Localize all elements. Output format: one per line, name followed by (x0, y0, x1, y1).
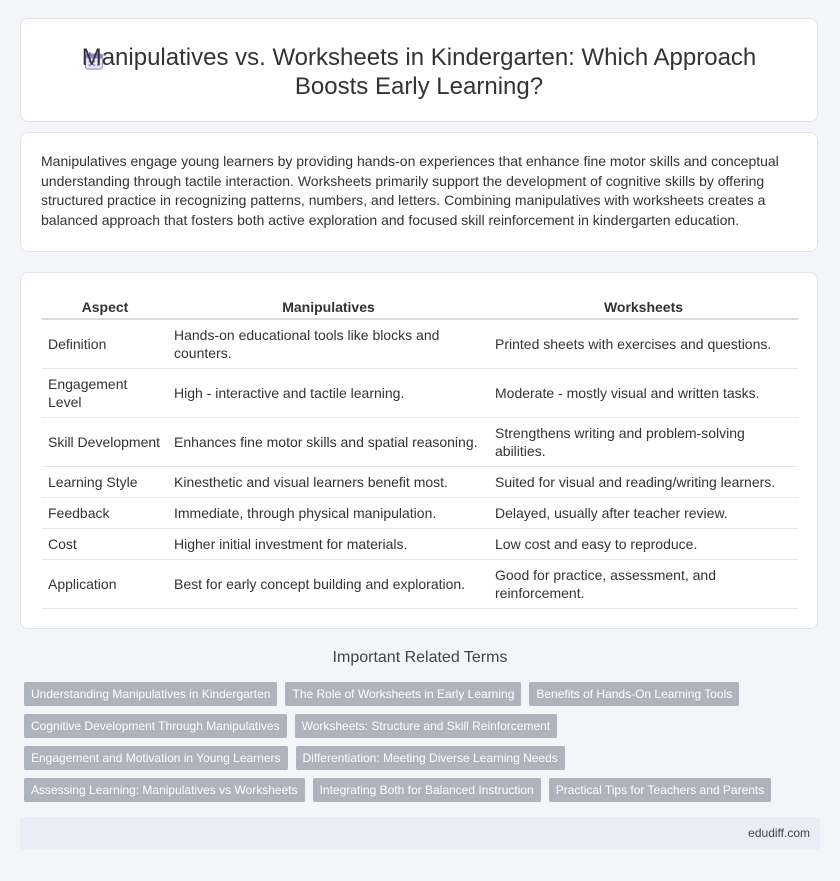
summary-paragraph: Manipulatives engage young learners by providing hands-on experiences that enhance fine motor skills and conceptual understanding through tactile interaction. Worksheets primarily support the development of cognitive skills by offering structured practice in recognizing patterns, numbers, and letters. Combining manipulatives with worksheets creates a balanced approach that fosters both active exploration and focused skill reinforcement in kindergarten education. (41, 153, 779, 228)
header-card (20, 18, 818, 122)
row-aspect: Cost (42, 529, 168, 560)
related-term-tag[interactable]: Cognitive Development Through Manipulatives (24, 714, 287, 738)
row-worksheets: Good for practice, assessment, and reinforcement. (489, 560, 798, 609)
related-term-tag[interactable]: The Role of Worksheets in Early Learning (285, 682, 521, 706)
table-row (42, 319, 798, 369)
table-row (42, 560, 798, 609)
row-aspect: Definition (42, 319, 168, 369)
header-aspect: Aspect (42, 295, 168, 319)
row-worksheets: Delayed, usually after teacher review. (489, 498, 798, 529)
row-manipulatives: Kinesthetic and visual learners benefit most. (168, 467, 489, 498)
header-manipulatives: Manipulatives (168, 295, 489, 319)
row-manipulatives: Hands-on educational tools like blocks and counters. (168, 319, 489, 369)
row-worksheets: Suited for visual and reading/writing learners. (489, 467, 798, 498)
table-row (42, 369, 798, 418)
related-term-tag[interactable]: Understanding Manipulatives in Kindergarten (24, 682, 277, 706)
footer-site-link[interactable]: edudiff.com (748, 826, 810, 840)
page-title: Manipulatives vs. Worksheets in Kindergarten: Which Approach Boosts Early Learning? (81, 44, 757, 100)
row-manipulatives: Best for early concept building and exploration. (168, 560, 489, 609)
table-header-row (42, 295, 798, 319)
row-worksheets: Strengthens writing and problem-solving abilities. (489, 418, 798, 467)
row-manipulatives: Higher initial investment for materials. (168, 529, 489, 560)
table-row (42, 498, 798, 529)
header-worksheets: Worksheets (489, 295, 798, 319)
related-terms-heading: Important Related Terms (332, 649, 508, 666)
comparison-table-card (20, 272, 818, 629)
related-term-tag[interactable]: Engagement and Motivation in Young Learners (24, 746, 288, 770)
related-term-tag[interactable]: Benefits of Hands-On Learning Tools (529, 682, 739, 706)
row-aspect: Learning Style (42, 467, 168, 498)
row-aspect: Application (42, 560, 168, 609)
row-aspect: Engagement Level (42, 369, 168, 418)
footer-bar (20, 817, 820, 850)
row-worksheets: Low cost and easy to reproduce. (489, 529, 798, 560)
summary-card (20, 132, 818, 252)
row-worksheets: Printed sheets with exercises and questions. (489, 319, 798, 369)
row-manipulatives: Immediate, through physical manipulation. (168, 498, 489, 529)
row-manipulatives: Enhances fine motor skills and spatial reasoning. (168, 418, 489, 467)
comparison-table (42, 295, 798, 609)
table-row (42, 418, 798, 467)
related-term-tag[interactable]: Practical Tips for Teachers and Parents (549, 778, 772, 802)
related-term-tag[interactable]: Differentiation: Meeting Diverse Learning Needs (296, 746, 565, 770)
table-row (42, 467, 798, 498)
row-aspect: Skill Development (42, 418, 168, 467)
related-terms-list (24, 682, 814, 810)
related-term-tag[interactable]: Worksheets: Structure and Skill Reinforcement (295, 714, 558, 738)
table-row (42, 529, 798, 560)
row-aspect: Feedback (42, 498, 168, 529)
related-term-tag[interactable]: Integrating Both for Balanced Instruction (313, 778, 541, 802)
row-manipulatives: High - interactive and tactile learning. (168, 369, 489, 418)
row-worksheets: Moderate - mostly visual and written tasks. (489, 369, 798, 418)
related-term-tag[interactable]: Assessing Learning: Manipulatives vs Worksheets (24, 778, 305, 802)
